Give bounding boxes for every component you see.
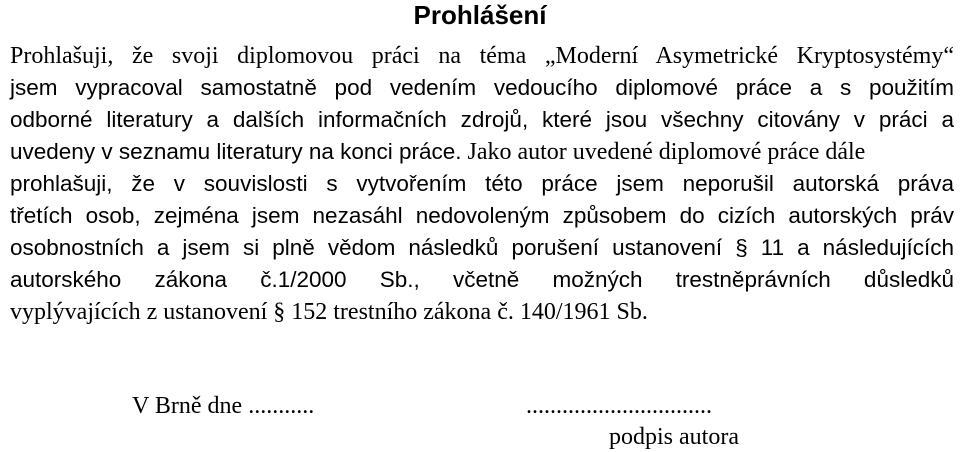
declaration-line: Prohlašuji, že svoji diplomovou práci na téma „Moderní Asymetrické Kryptosystémy“	[10, 43, 954, 69]
declaration-line-segment: uvedeny v seznamu literatury na konci práce.	[10, 139, 462, 164]
declaration-line: odborné literatury a dalších informačních zdrojů, které jsou všechny citovány v práci a	[10, 107, 954, 132]
place-date-line: V Brně dne ...........	[132, 393, 315, 419]
signature-caption: podpis autora	[609, 424, 739, 450]
declaration-line-segment: Jako autor uvedené diplomové práce dále	[461, 139, 866, 165]
declaration-line: autorského zákona č.1/2000 Sb., včetně možných trestněprávních důsledků	[10, 267, 954, 292]
declaration-line: osobnostních a jsem si plně vědom následků porušení ustanovení § 11 a následujících	[10, 235, 954, 260]
declaration-line: jsem vypracoval samostatně pod vedením vedoucího diplomové práce a s použitím	[10, 75, 954, 100]
declaration-line: třetích osob, zejména jsem nezasáhl nedovoleným způsobem do cizích autorských práv	[10, 203, 954, 228]
declaration-line-mixed	[10, 136, 954, 168]
declaration-text	[10, 40, 954, 328]
page-title: Prohlášení	[413, 0, 547, 30]
declaration-line: vyplývajících z ustanovení § 152 trestního zákona č. 140/1961 Sb.	[10, 299, 648, 325]
declaration-line: prohlašuji, že v souvislosti s vytvořením této práce jsem neporušil autorská práva	[10, 171, 954, 196]
signature-dotted-line: ...............................	[526, 393, 712, 419]
